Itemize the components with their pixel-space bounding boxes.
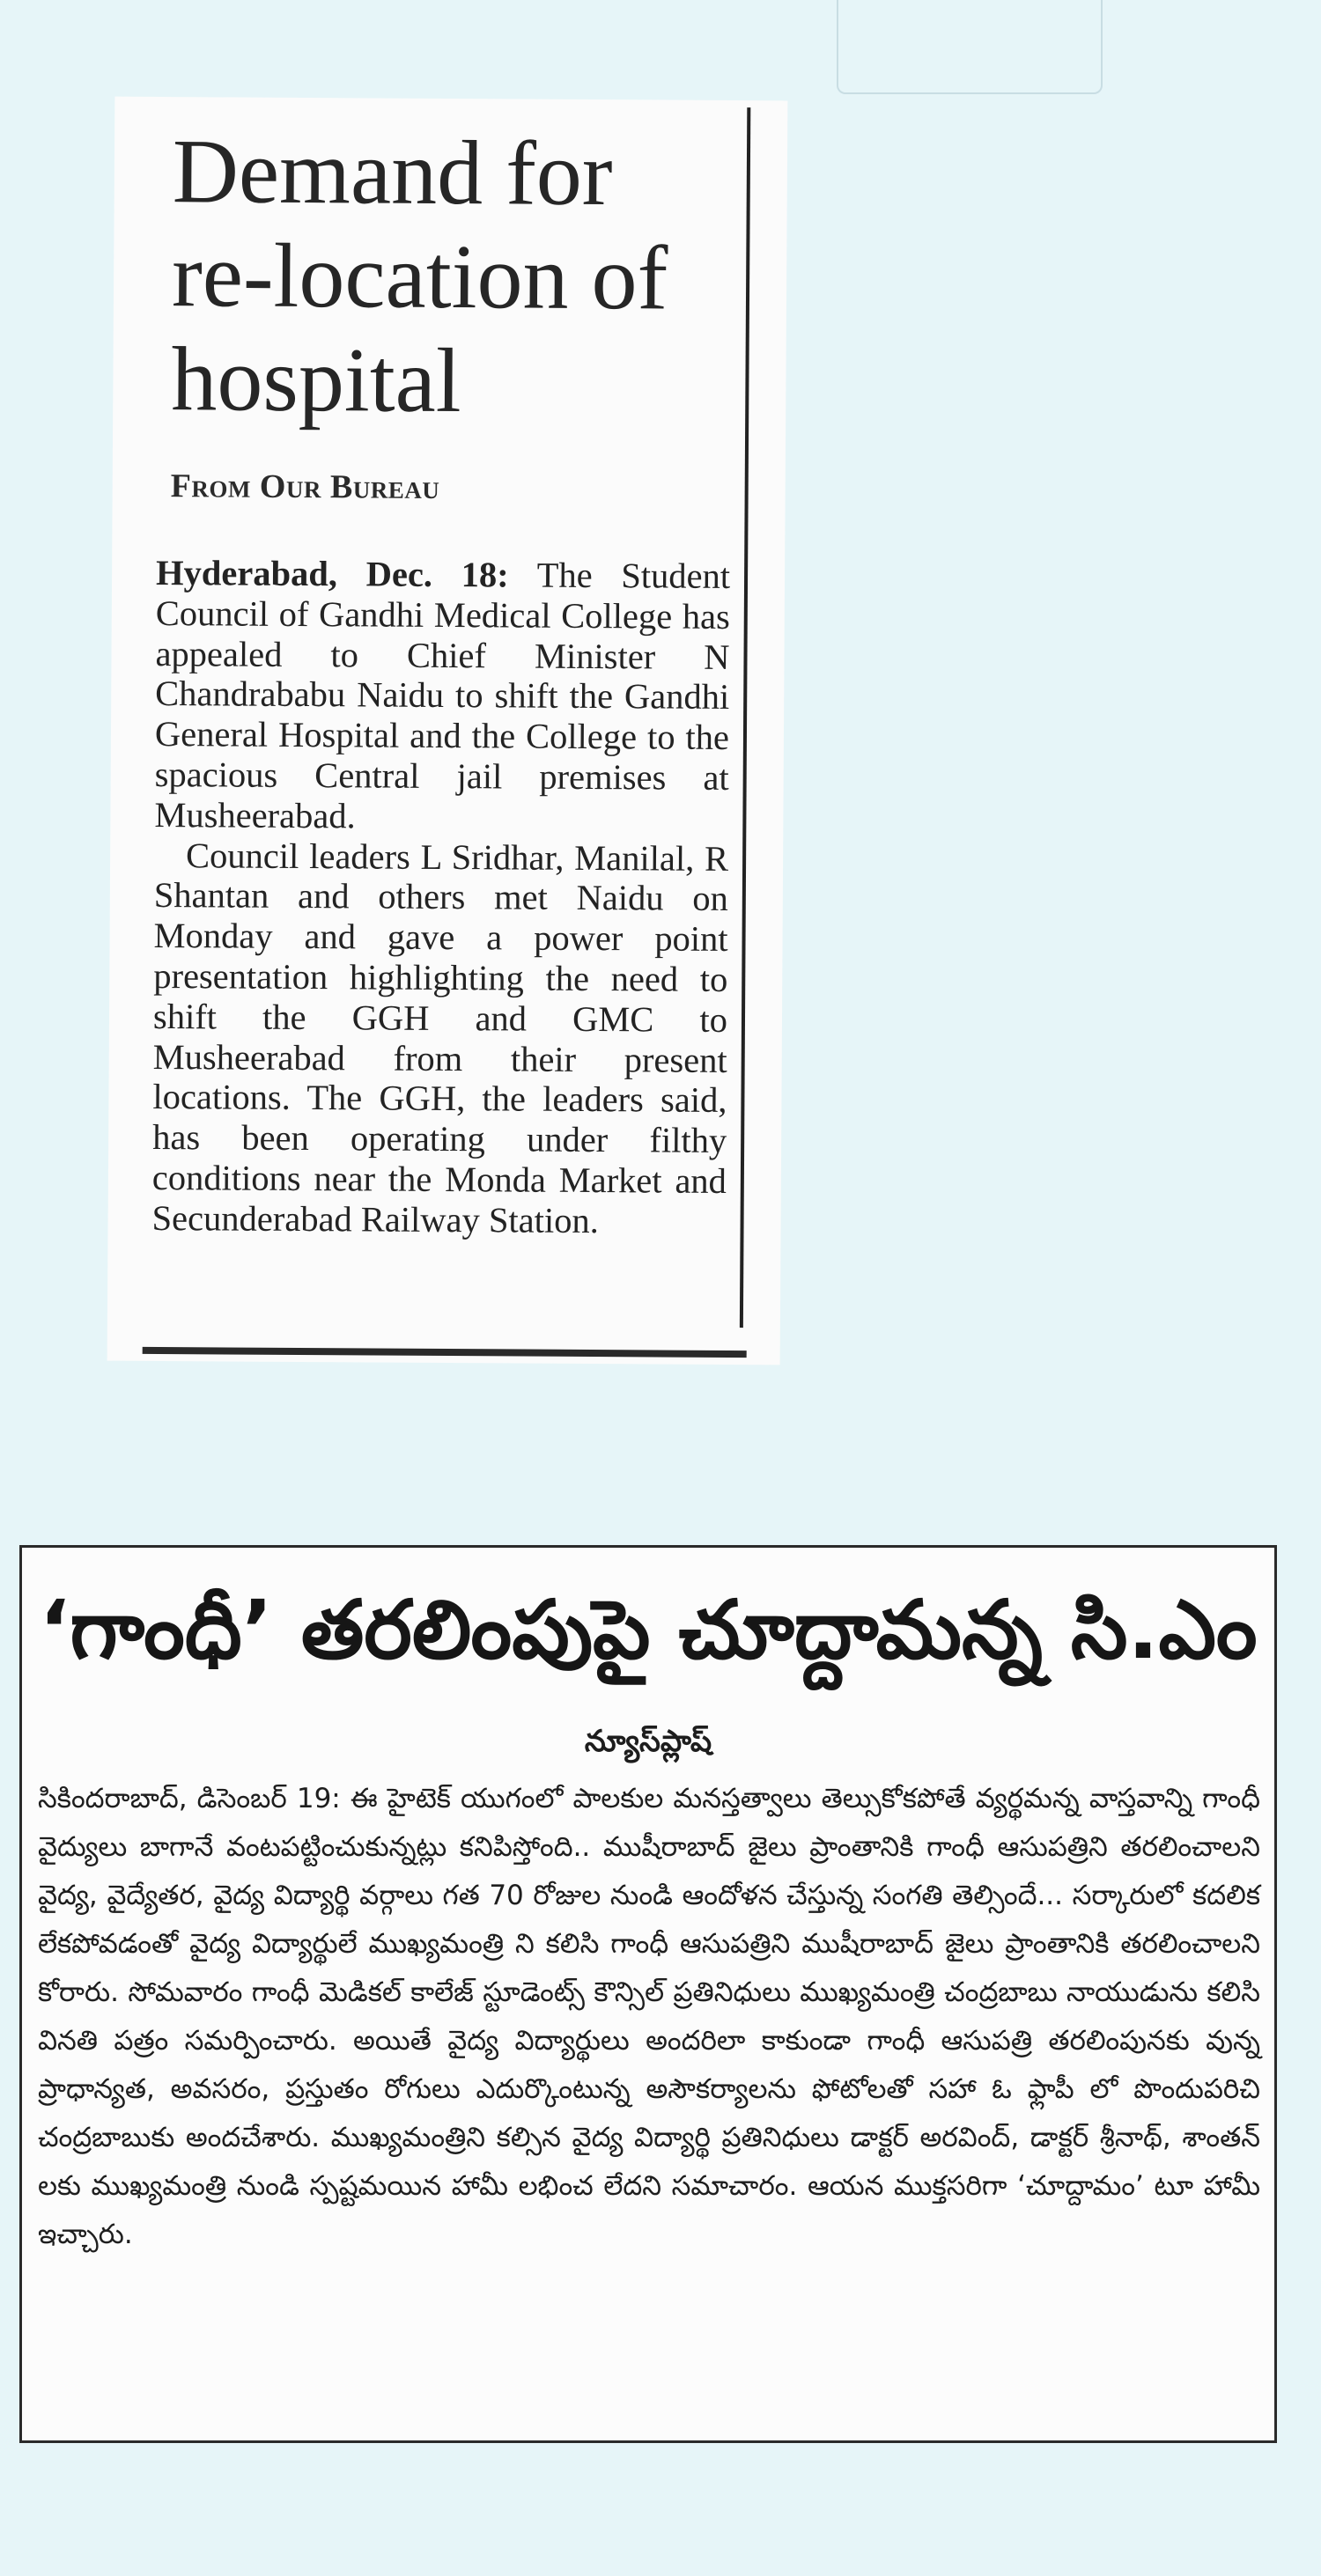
bottom-rule: [143, 1347, 747, 1358]
english-paragraph-1-text: The Student Council of Gandhi Medical College has appealed to Chief Minister N Chandrababu Naidu to shift the Gandhi General Hospital and the College to the spacious Central jail premises at Musheerabad.: [154, 555, 731, 836]
dateline: Hyderabad, Dec. 18:: [155, 552, 509, 595]
telugu-headline: ‘గాంధీ’ తరలింపుపై చూద్దామన్న సి.ఎం: [39, 1583, 1258, 1677]
telugu-news-clipping: [19, 1545, 1277, 2443]
telugu-paragraph: సికిందరాబాద్, డిసెంబర్ 19: ఈ హైటెక్ యుగంలో పాలకుల మనస్తత్వాలు తెల్సుకోకపోతే వ్యర్థమన్న వాస్తవాన్ని గాంధీ వైద్యులు బాగానే వంటపట్టించుకున్నట్లు కనిపిస్తోంది.. ముషీరాబాద్ జైలు ప్రాంతానికి గాంధీ ఆసుపత్రిని తరలించాలని వైద్య, వైద్యేతర, వైద్య విద్యార్థి వర్గాలు గత 70 రోజుల నుండి ఆందోళన చేస్తున్న సంగతి తెల్సిందే... సర్కారులో కదలిక లేకపోవడంతో వైద్య విద్యార్థులే ముఖ్యమంత్రి ని కలిసి గాంధీ ఆసుపత్రిని ముషీరాబాద్ జైలు ప్రాంతానికి తరలించాలని కోరారు. సోమవారం గాంధీ మెడికల్ కాలేజ్ స్టూడెంట్స్ కౌన్సిల్ ప్రతినిధులు ముఖ్యమంత్రి చంద్రబాబు నాయుడును కలిసి వినతి పత్రం సమర్పించారు. అయితే వైద్య విద్యార్థులు అందరిలా కాకుండా గాంధీ ఆసుపత్రి తరలింపునకు వున్న ప్రాధాన్యత, అవసరం, ప్రస్తుతం రోగులు ఎదుర్కొంటున్న అసౌకర్యాలను ఫోటోలతో సహా ఓ ఫ్లాపీ లో పొందుపరిచి చంద్రబాబుకు అందచేశారు. ముఖ్యమంత్రిని కల్సిన వైద్య విద్యార్థి ప్రతినిధులు డాక్టర్ అరవింద్, డాక్టర్ శ్రీనాథ్, శాంతన్ లకు ముఖ్యమంత్రి నుండి స్పష్టమయిన హామీ లభించ లేదని సమాచారం. ఆయన ముక్తసరిగా ‘చూద్దామం’ టూ హామీ ఇచ్చారు.: [38, 1783, 1260, 2250]
folder-tab-outline: [837, 0, 1103, 94]
column-rule: [740, 107, 750, 1328]
english-paragraph-2: Council leaders L Sridhar, Manilal, R Shantan and others met Naidu on Monday and gave a power point presentation highlighting the need to shift the GGH and GMC to Musheerabad from their present locations. The GGH, the leaders said, has been operating under filthy conditions near the Monda Market and Secunderabad Railway Station.: [151, 835, 729, 1240]
english-paragraph-1: [154, 553, 730, 839]
telugu-article-body: [38, 1775, 1260, 2259]
english-byline: From Our Bureau: [170, 467, 440, 506]
english-headline: Demand for re-location of hospital: [171, 121, 668, 432]
telugu-byline: న్యూస్‌ప్లాష్: [584, 1724, 712, 1759]
english-news-clipping: [107, 97, 788, 1365]
english-article-body: [151, 553, 730, 1242]
